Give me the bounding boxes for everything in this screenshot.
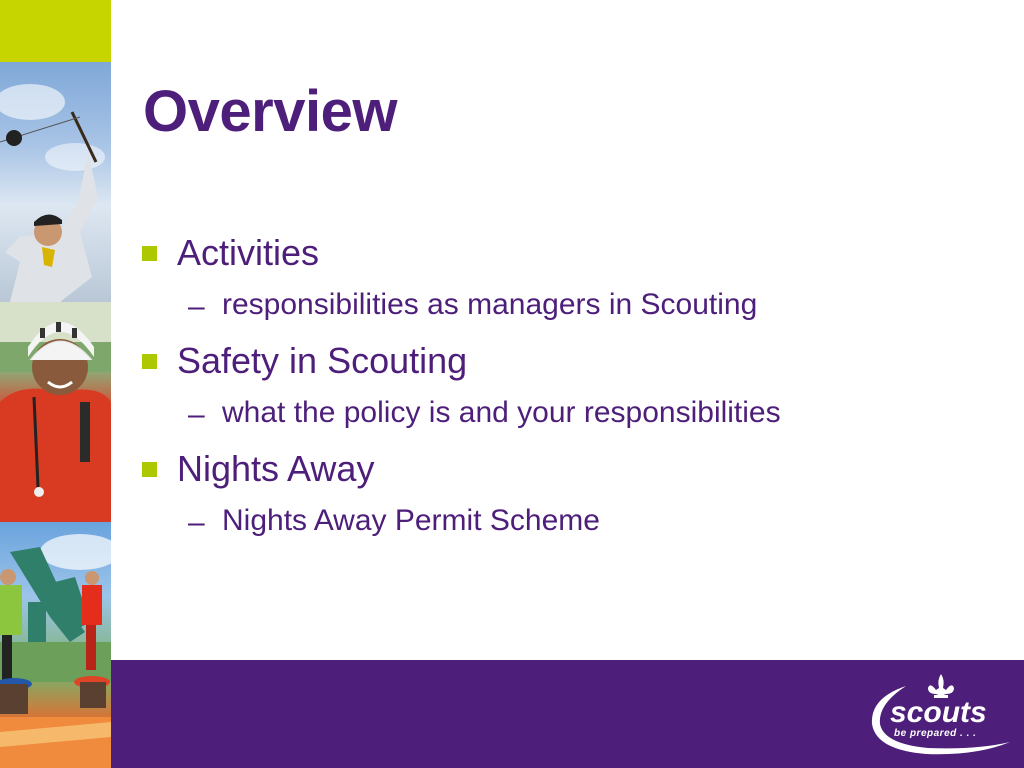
bullet-square-icon bbox=[142, 246, 157, 261]
fleur-de-lis-icon bbox=[928, 674, 954, 698]
sub-bullet-text: what the policy is and your responsibilities bbox=[222, 396, 781, 429]
bullet-item bbox=[140, 336, 1000, 444]
sub-bullet-dash-icon: – bbox=[188, 290, 205, 323]
photo-helmet-scout bbox=[0, 302, 111, 522]
logo-tagline: be prepared . . . bbox=[894, 728, 977, 739]
bullet-label: Safety in Scouting bbox=[177, 340, 468, 381]
bullet-label: Nights Away bbox=[177, 448, 375, 489]
sub-bullet-dash-icon: – bbox=[188, 506, 205, 539]
bullet-item bbox=[140, 228, 1000, 336]
slide-title: Overview bbox=[143, 79, 397, 144]
photo-strip bbox=[0, 0, 111, 768]
bullet-list bbox=[140, 228, 1000, 552]
sub-bullet-text: responsibilities as managers in Scouting bbox=[222, 288, 758, 321]
photo-diabolo-player bbox=[0, 62, 111, 302]
bullet-label: Activities bbox=[177, 232, 320, 273]
sub-bullet-text: Nights Away Permit Scheme bbox=[222, 504, 600, 537]
bullet-item bbox=[140, 444, 1000, 552]
sub-bullet-dash-icon: – bbox=[188, 398, 205, 431]
logo-wordmark: scouts bbox=[890, 696, 987, 729]
bullet-square-icon bbox=[142, 462, 157, 477]
green-accent-block bbox=[0, 0, 111, 62]
bullet-square-icon bbox=[142, 354, 157, 369]
photo-inflatable-game bbox=[0, 522, 111, 768]
